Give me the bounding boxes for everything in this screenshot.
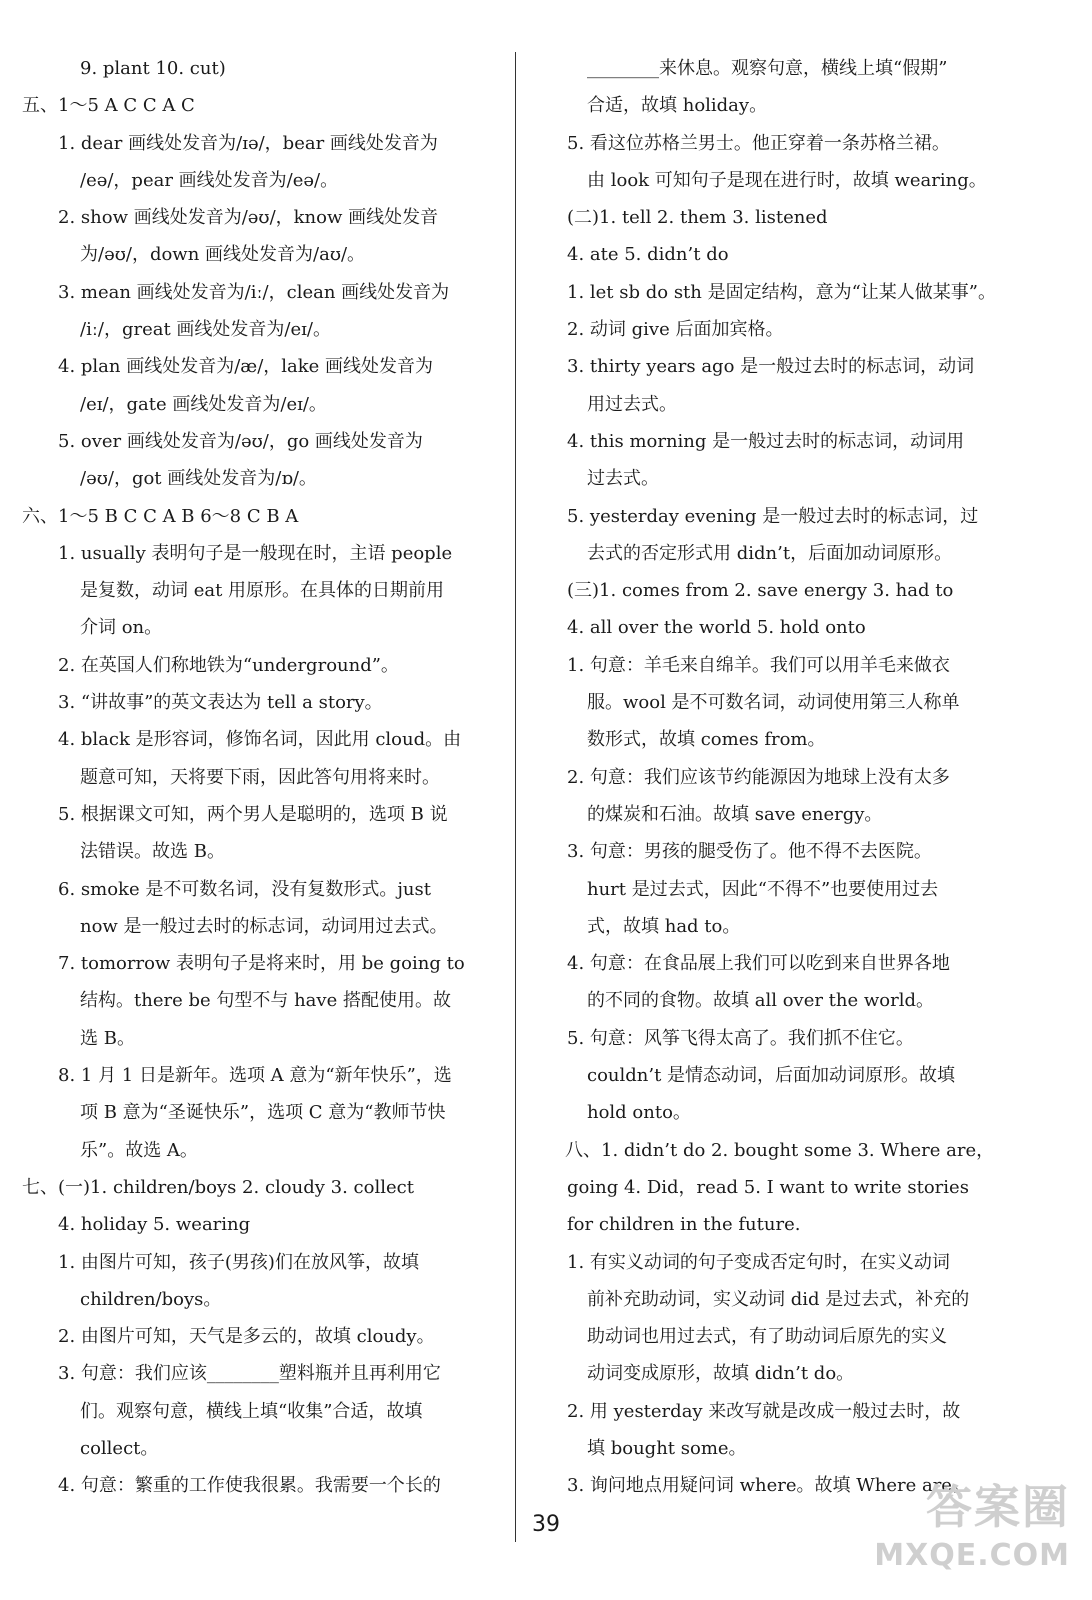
text-line: 们。观察句意，横线上填“收集”合适，故填 [80,1400,423,1422]
text-line: 去式的否定形式用 didn’t，后面加动词原形。 [587,542,953,564]
text-line: 结构。there be 句型不与 have 搭配使用。故 [80,990,451,1012]
text-line: collect。 [80,1437,159,1459]
text-line: children/boys。 [80,1288,222,1310]
text-line: 3. 句意：我们应该________塑料瓶并且再利用它 [58,1363,441,1385]
text-line: hurt 是过去式，因此“不得不”也要使用过去 [587,878,939,900]
text-line: 式，故填 had to。 [587,915,741,937]
text-line: 4. all over the world 5. hold onto [567,617,866,639]
text-line: 4. holiday 5. wearing [58,1214,251,1236]
right-column [565,50,1065,1505]
text-line: 是复数，动词 eat 用原形。在具体的日期前用 [80,580,445,602]
text-line: 动词变成原形，故填 didn’t do。 [587,1363,855,1385]
text-line: 的煤炭和石油。故填 save energy。 [587,803,883,825]
watermark-logo [870,1478,1070,1588]
text-line: 4. plan 画线处发音为/æ/，lake 画线处发音为 [58,356,434,378]
text-line: 4. black 是形容词，修饰名词，因此用 cloud。由 [58,729,462,751]
text-line: 乐”。故选 A。 [80,1139,198,1161]
text-line: 数形式，故填 comes from。 [587,729,826,751]
text-line: couldn’t 是情态动词，后面加动词原形。故填 [587,1065,956,1087]
text-line: hold onto。 [587,1102,691,1124]
text-line: 3. 询问地点用疑问词 where。故填 Where are。 [567,1475,970,1497]
text-line: 2. 在英国人们称地铁为“underground”。 [58,654,399,676]
text-line: 法错误。故选 B。 [80,841,225,863]
text-line: 4. this morning 是一般过去时的标志词，动词用 [567,430,965,452]
text-line: 1. 由图片可知，孩子(男孩)们在放风筝，故填 [58,1251,419,1273]
text-line: 1. dear 画线处发音为/ɪə/，bear 画线处发音为 [58,132,438,154]
text-line: 2. 用 yesterday 来改写就是改成一般过去时，故 [567,1400,961,1422]
text-line: ________来休息。观察句意，横线上填“假期” [587,58,948,79]
text-line: 过去式。 [587,468,659,490]
text-line: 由 look 可知句子是现在进行时，故填 wearing。 [587,169,987,191]
text-line: 项 B 意为“圣诞快乐”，选项 C 意为“教师节快 [80,1102,446,1124]
text-line: 3. mean 画线处发音为/iː/，clean 画线处发音为 [58,281,450,303]
text-line: 五、1～5 A C C A C [22,95,195,117]
text-line: now 是一般过去时的标志词，动词用过去式。 [80,915,448,937]
text-line: 3. “讲故事”的英文表达为 tell a story。 [58,692,383,714]
text-line: 1. 有实义动词的句子变成否定句时，在实义动词 [567,1251,950,1273]
text-line: 八、1. didn’t do 2. bought some 3. Where are， [565,1139,995,1161]
text-line: 3. 句意：男孩的腿受伤了。他不得不去医院。 [567,841,932,863]
left-column [22,50,500,1505]
text-line: 填 bought some。 [587,1437,747,1459]
text-line: /eə/，pear 画线处发音为/eə/。 [80,169,339,191]
text-line: 5. yesterday evening 是一般过去时的标志词，过 [567,505,979,527]
text-line: 4. ate 5. didn’t do [567,244,729,266]
watermark-bottom: MXQE.COM [874,1538,1070,1573]
text-line: 用过去式。 [587,393,677,415]
text-line: 1. usually 表明句子是一般现在时，主语 people [58,542,453,564]
text-line: 介词 on。 [80,617,163,639]
text-line: 4. 句意：在食品展上我们可以吃到来自世界各地 [567,953,950,975]
text-line: 1. let sb do sth 是固定结构，意为“让某人做某事”。 [567,281,997,303]
text-line: /əʊ/，got 画线处发音为/ɒ/。 [80,468,317,490]
column-divider [515,52,516,1542]
page-number: 39 [532,1512,560,1537]
text-line: 1. 句意：羊毛来自绵羊。我们可以用羊毛来做衣 [567,654,950,676]
text-line: going 4. Did，read 5. I want to write stories [567,1176,969,1198]
text-line: for children in the future. [567,1214,801,1236]
text-line: 7. tomorrow 表明句子是将来时，用 be going to [58,953,465,975]
text-line: 助动词也用过去式，有了助动词后原先的实义 [587,1326,947,1348]
text-line: 选 B。 [80,1027,135,1049]
text-line: 2. 句意：我们应该节约能源因为地球上没有太多 [567,766,950,788]
text-line: 的不同的食物。故填 all over the world。 [587,990,934,1012]
text-line: 5. 根据课文可知，两个男人是聪明的，选项 B 说 [58,803,448,825]
text-line: 8. 1 月 1 日是新年。选项 A 意为“新年快乐”，选 [58,1065,452,1087]
text-line: 5. 看这位苏格兰男士。他正穿着一条苏格兰裙。 [567,132,950,154]
text-line: 七、(一)1. children/boys 2. cloudy 3. collect [22,1176,414,1198]
text-line: 2. show 画线处发音为/əʊ/，know 画线处发音 [58,207,439,229]
text-line: 4. 句意：繁重的工作使我很累。我需要一个长的 [58,1475,441,1497]
text-line: 合适，故填 holiday。 [587,95,768,117]
text-line: /eɪ/，gate 画线处发音为/eɪ/。 [80,393,327,415]
text-line: (二)1. tell 2. them 3. listened [567,207,828,229]
text-line: 2. 动词 give 后面加宾格。 [567,319,784,341]
text-line: 6. smoke 是不可数名词，没有复数形式。just [58,878,431,900]
text-line: (三)1. comes from 2. save energy 3. had to [567,580,954,602]
text-line: 5. over 画线处发音为/əʊ/，go 画线处发音为 [58,430,423,452]
text-line: 服。wool 是不可数名词，动词使用第三人称单 [587,692,960,714]
text-line: 3. thirty years ago 是一般过去时的标志词，动词 [567,356,975,378]
text-line: 六、1～5 B C C A B 6～8 C B A [22,505,299,527]
watermark-top: 答案圈 [926,1480,1070,1534]
text-line: 题意可知，天将要下雨，因此答句用将来时。 [80,766,440,788]
text-line: 前补充助动词，实义动词 did 是过去式，补充的 [587,1288,970,1310]
text-line: 2. 由图片可知，天气是多云的，故填 cloudy。 [58,1326,435,1348]
text-line: 为/əʊ/，down 画线处发音为/aʊ/。 [80,244,366,266]
text-line: /iː/，great 画线处发音为/eɪ/。 [80,319,331,341]
text-line: 5. 句意：风筝飞得太高了。我们抓不住它。 [567,1027,914,1049]
text-line: 9. plant 10. cut) [80,58,226,79]
